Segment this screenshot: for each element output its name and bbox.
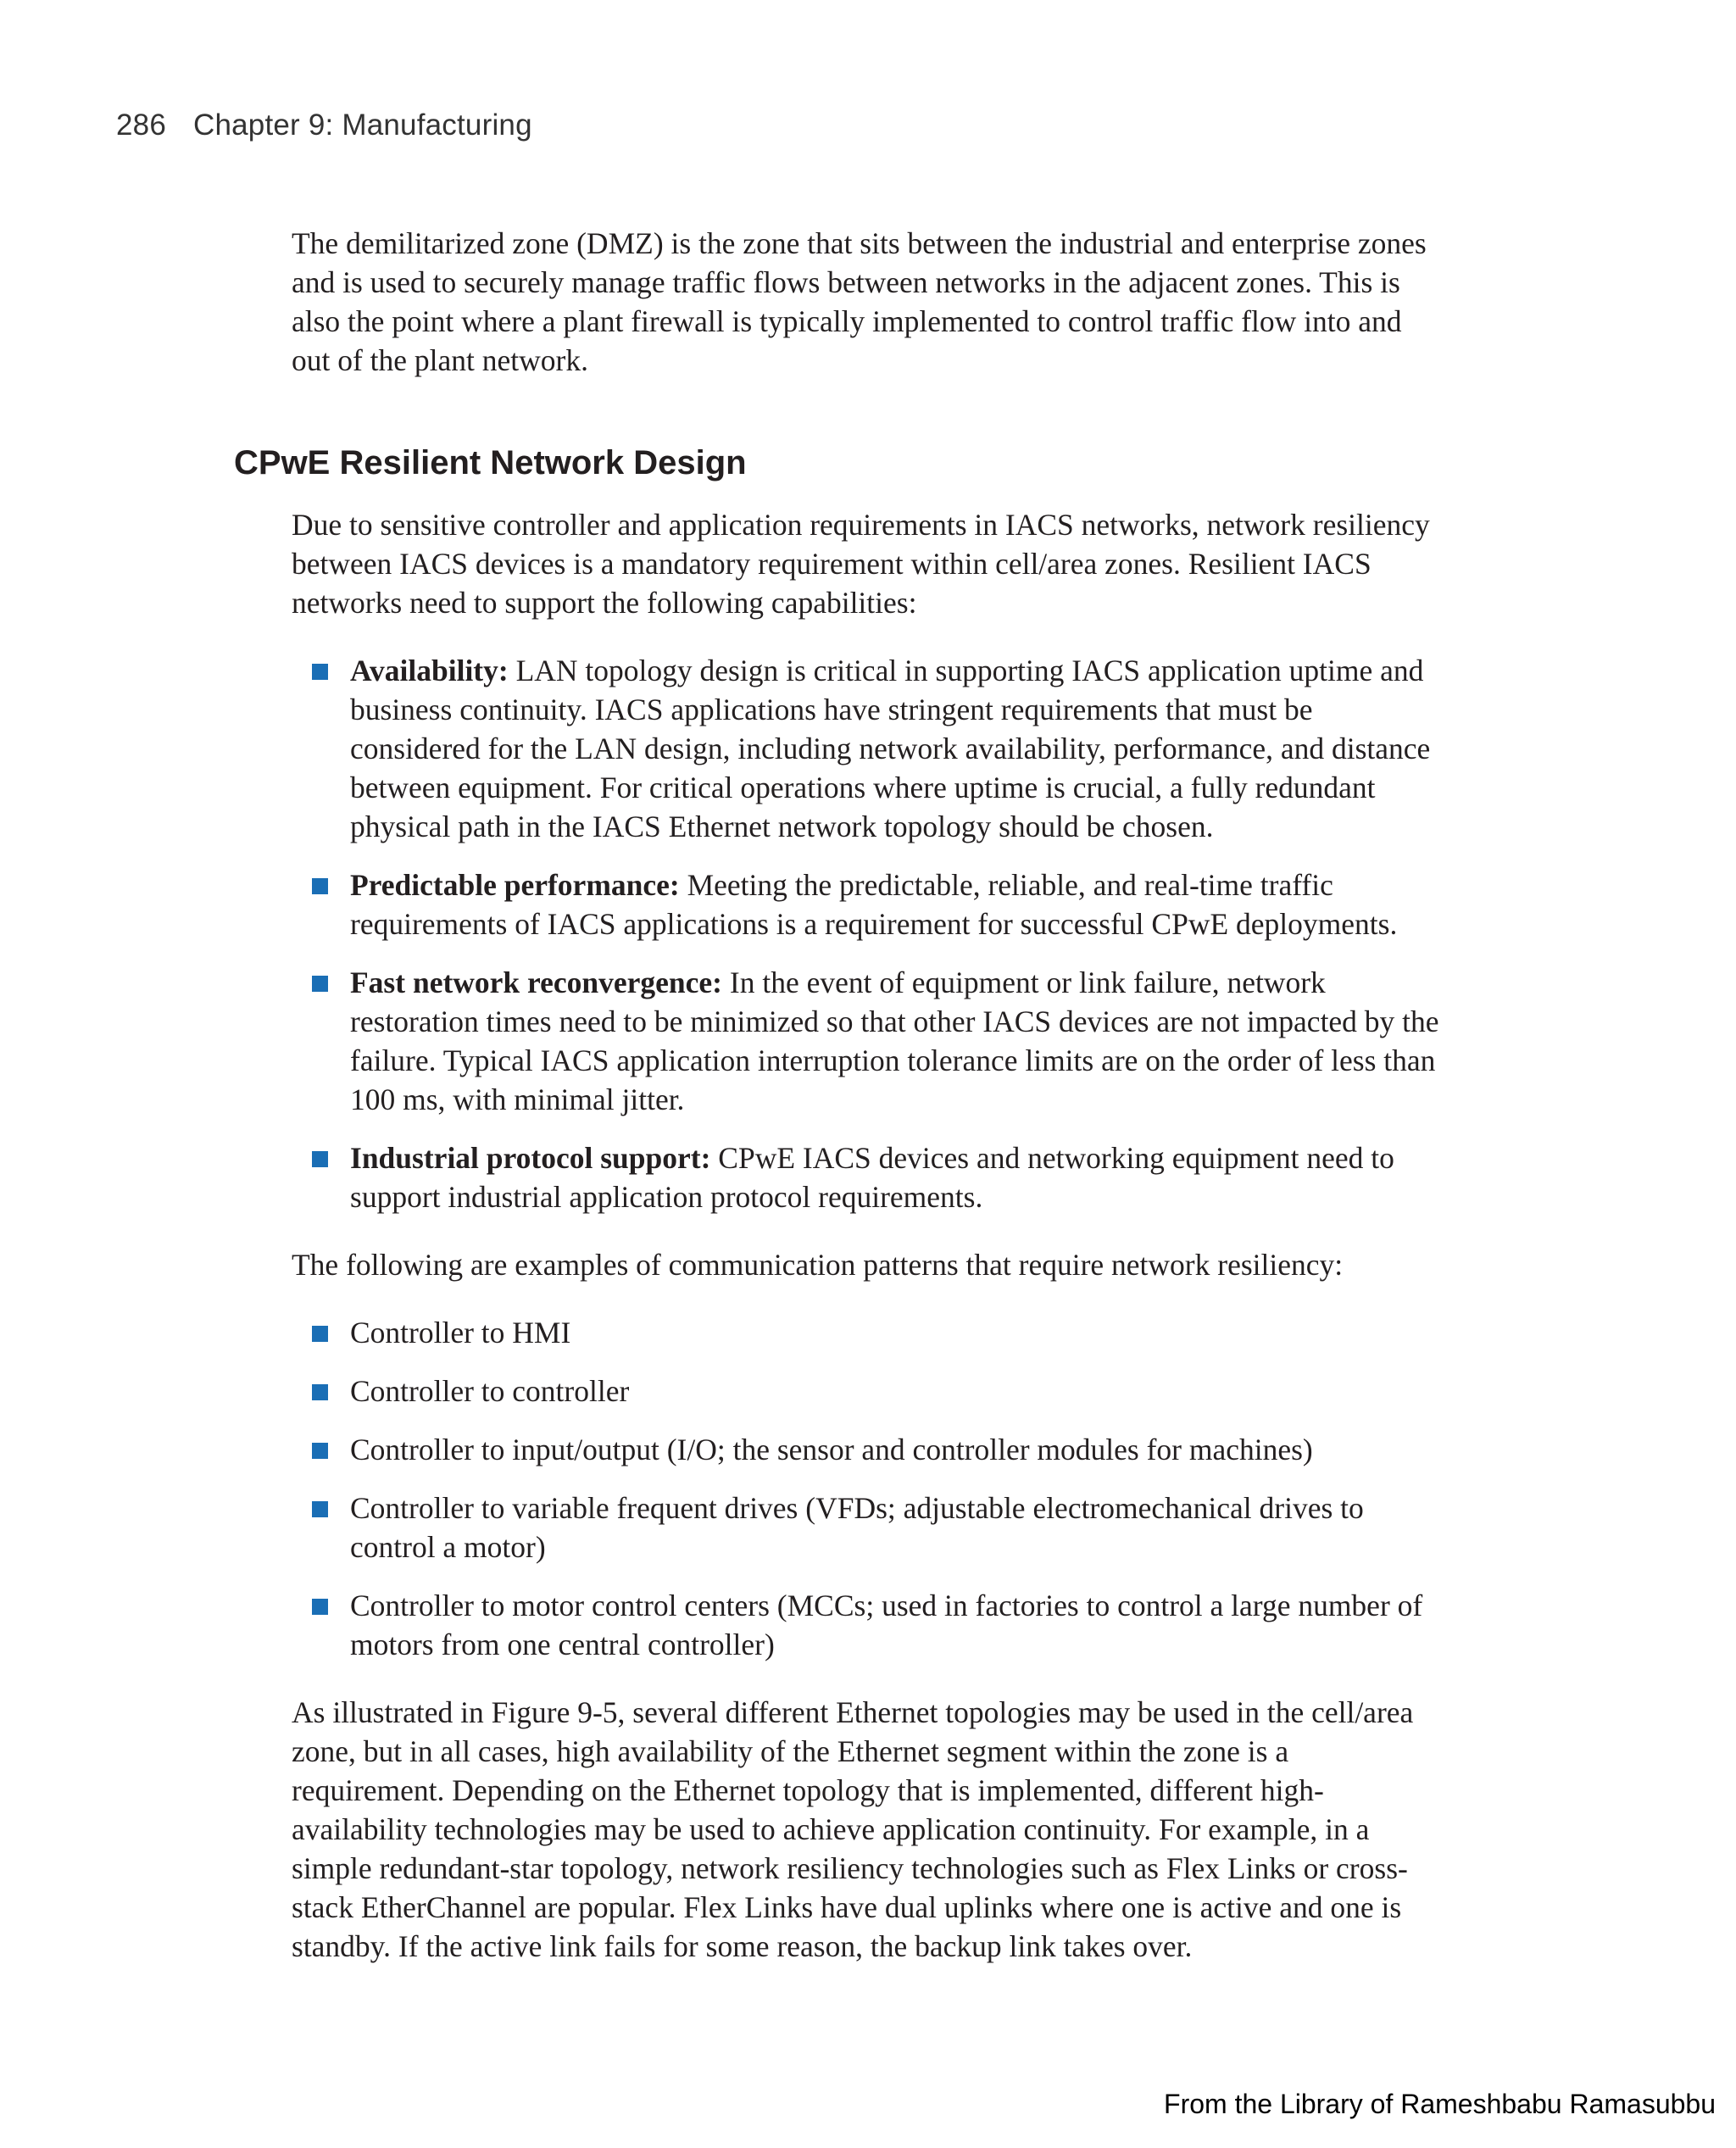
bullet-square-icon — [312, 1599, 328, 1615]
bullet-square-icon — [312, 1384, 328, 1400]
bullet-square-icon — [312, 878, 328, 894]
closing-paragraph: As illustrated in Figure 9-5, several different Ethernet topologies may be used in the cell/area zone, but in all cases, high availability of the Ethernet segment within the zone is a requirement. Depending on the Ethernet topology that is implemented, different high-availability technologies may be used to achieve application continuity. For example, in a simple redundant-star topology, network resiliency technologies such as Flex Links or cross-stack EtherChannel are popular. Flex Links have dual uplinks where one is active and one is standby. If the active link fails for some reason, the backup link takes over. — [292, 1695, 1414, 1963]
bullet-square-icon — [312, 664, 328, 680]
list-item — [350, 651, 1444, 846]
bullet-square-icon — [312, 1443, 328, 1459]
capability-text: Meeting the predictable, reliable, and real-time traffic requirements of IACS applications is a requirement for successful CPwE deployments. — [350, 868, 1398, 941]
list-item — [350, 1138, 1444, 1216]
list-item — [350, 865, 1444, 943]
list-item — [350, 1586, 1444, 1664]
page-body — [234, 224, 1444, 1966]
example-text: Controller to controller — [350, 1374, 630, 1408]
intro-paragraph: The demilitarized zone (DMZ) is the zone that sits between the industrial and enterprise zones and is used to securely manage traffic flows between networks in the adjacent zones. This is also the point where a plant firewall is typically implemented to control traffic flow into and out of the plant network. — [292, 226, 1427, 377]
capabilities-list — [292, 651, 1444, 1216]
list-item — [350, 1489, 1444, 1566]
page-number: 286 — [116, 109, 166, 142]
examples-list — [292, 1313, 1444, 1664]
library-watermark: From the Library of Rameshbabu Ramasubbu — [1164, 2089, 1716, 2119]
list-item — [350, 1430, 1444, 1469]
bullet-square-icon — [312, 1501, 328, 1517]
example-text: Controller to motor control centers (MCCs; used in factories to control a large number of motors from one central controller) — [350, 1589, 1423, 1661]
example-text: Controller to variable frequent drives (VFDs; adjustable electromechanical drives to control a motor) — [350, 1491, 1364, 1564]
capability-text: In the event of equipment or link failure, network restoration times need to be minimized so that other IACS devices are not impacted by the failure. Typical IACS application interruption tolerance limits are on the order of less than 100 ms, with minimal jitter. — [350, 965, 1439, 1116]
capability-term: Predictable performance: — [350, 868, 680, 902]
chapter-title: Chapter 9: Manufacturing — [193, 109, 532, 142]
capability-term: Industrial protocol support: — [350, 1141, 711, 1175]
list-item — [350, 1313, 1444, 1352]
capability-term: Fast network reconvergence: — [350, 965, 723, 999]
capability-text: CPwE IACS devices and networking equipment need to support industrial application protocol requirements. — [350, 1141, 1394, 1214]
list-item — [350, 1372, 1444, 1411]
example-text: Controller to input/output (I/O; the sensor and controller modules for machines) — [350, 1433, 1313, 1466]
running-header — [116, 109, 532, 142]
bullet-square-icon — [312, 1151, 328, 1167]
capability-term: Availability: — [350, 654, 509, 687]
example-text: Controller to HMI — [350, 1316, 571, 1349]
section-paragraph: Due to sensitive controller and application requirements in IACS networks, network resiliency between IACS devices is a mandatory requirement within cell/area zones. Resilient IACS networks need to support the following capabilities: — [292, 508, 1430, 620]
bullet-square-icon — [312, 1326, 328, 1342]
capability-text: LAN topology design is critical in supporting IACS application uptime and business continuity. IACS applications have stringent requirements that must be considered for the LAN design, including network availability, performance, and distance between equipment. For critical operations where uptime is crucial, a fully redundant physical path in the IACS Ethernet network topology should be chosen. — [350, 654, 1431, 843]
bullet-square-icon — [312, 976, 328, 992]
section-heading: CPwE Resilient Network Design — [234, 444, 747, 481]
examples-intro: The following are examples of communication patterns that require network resiliency: — [292, 1248, 1344, 1282]
list-item — [350, 963, 1444, 1119]
